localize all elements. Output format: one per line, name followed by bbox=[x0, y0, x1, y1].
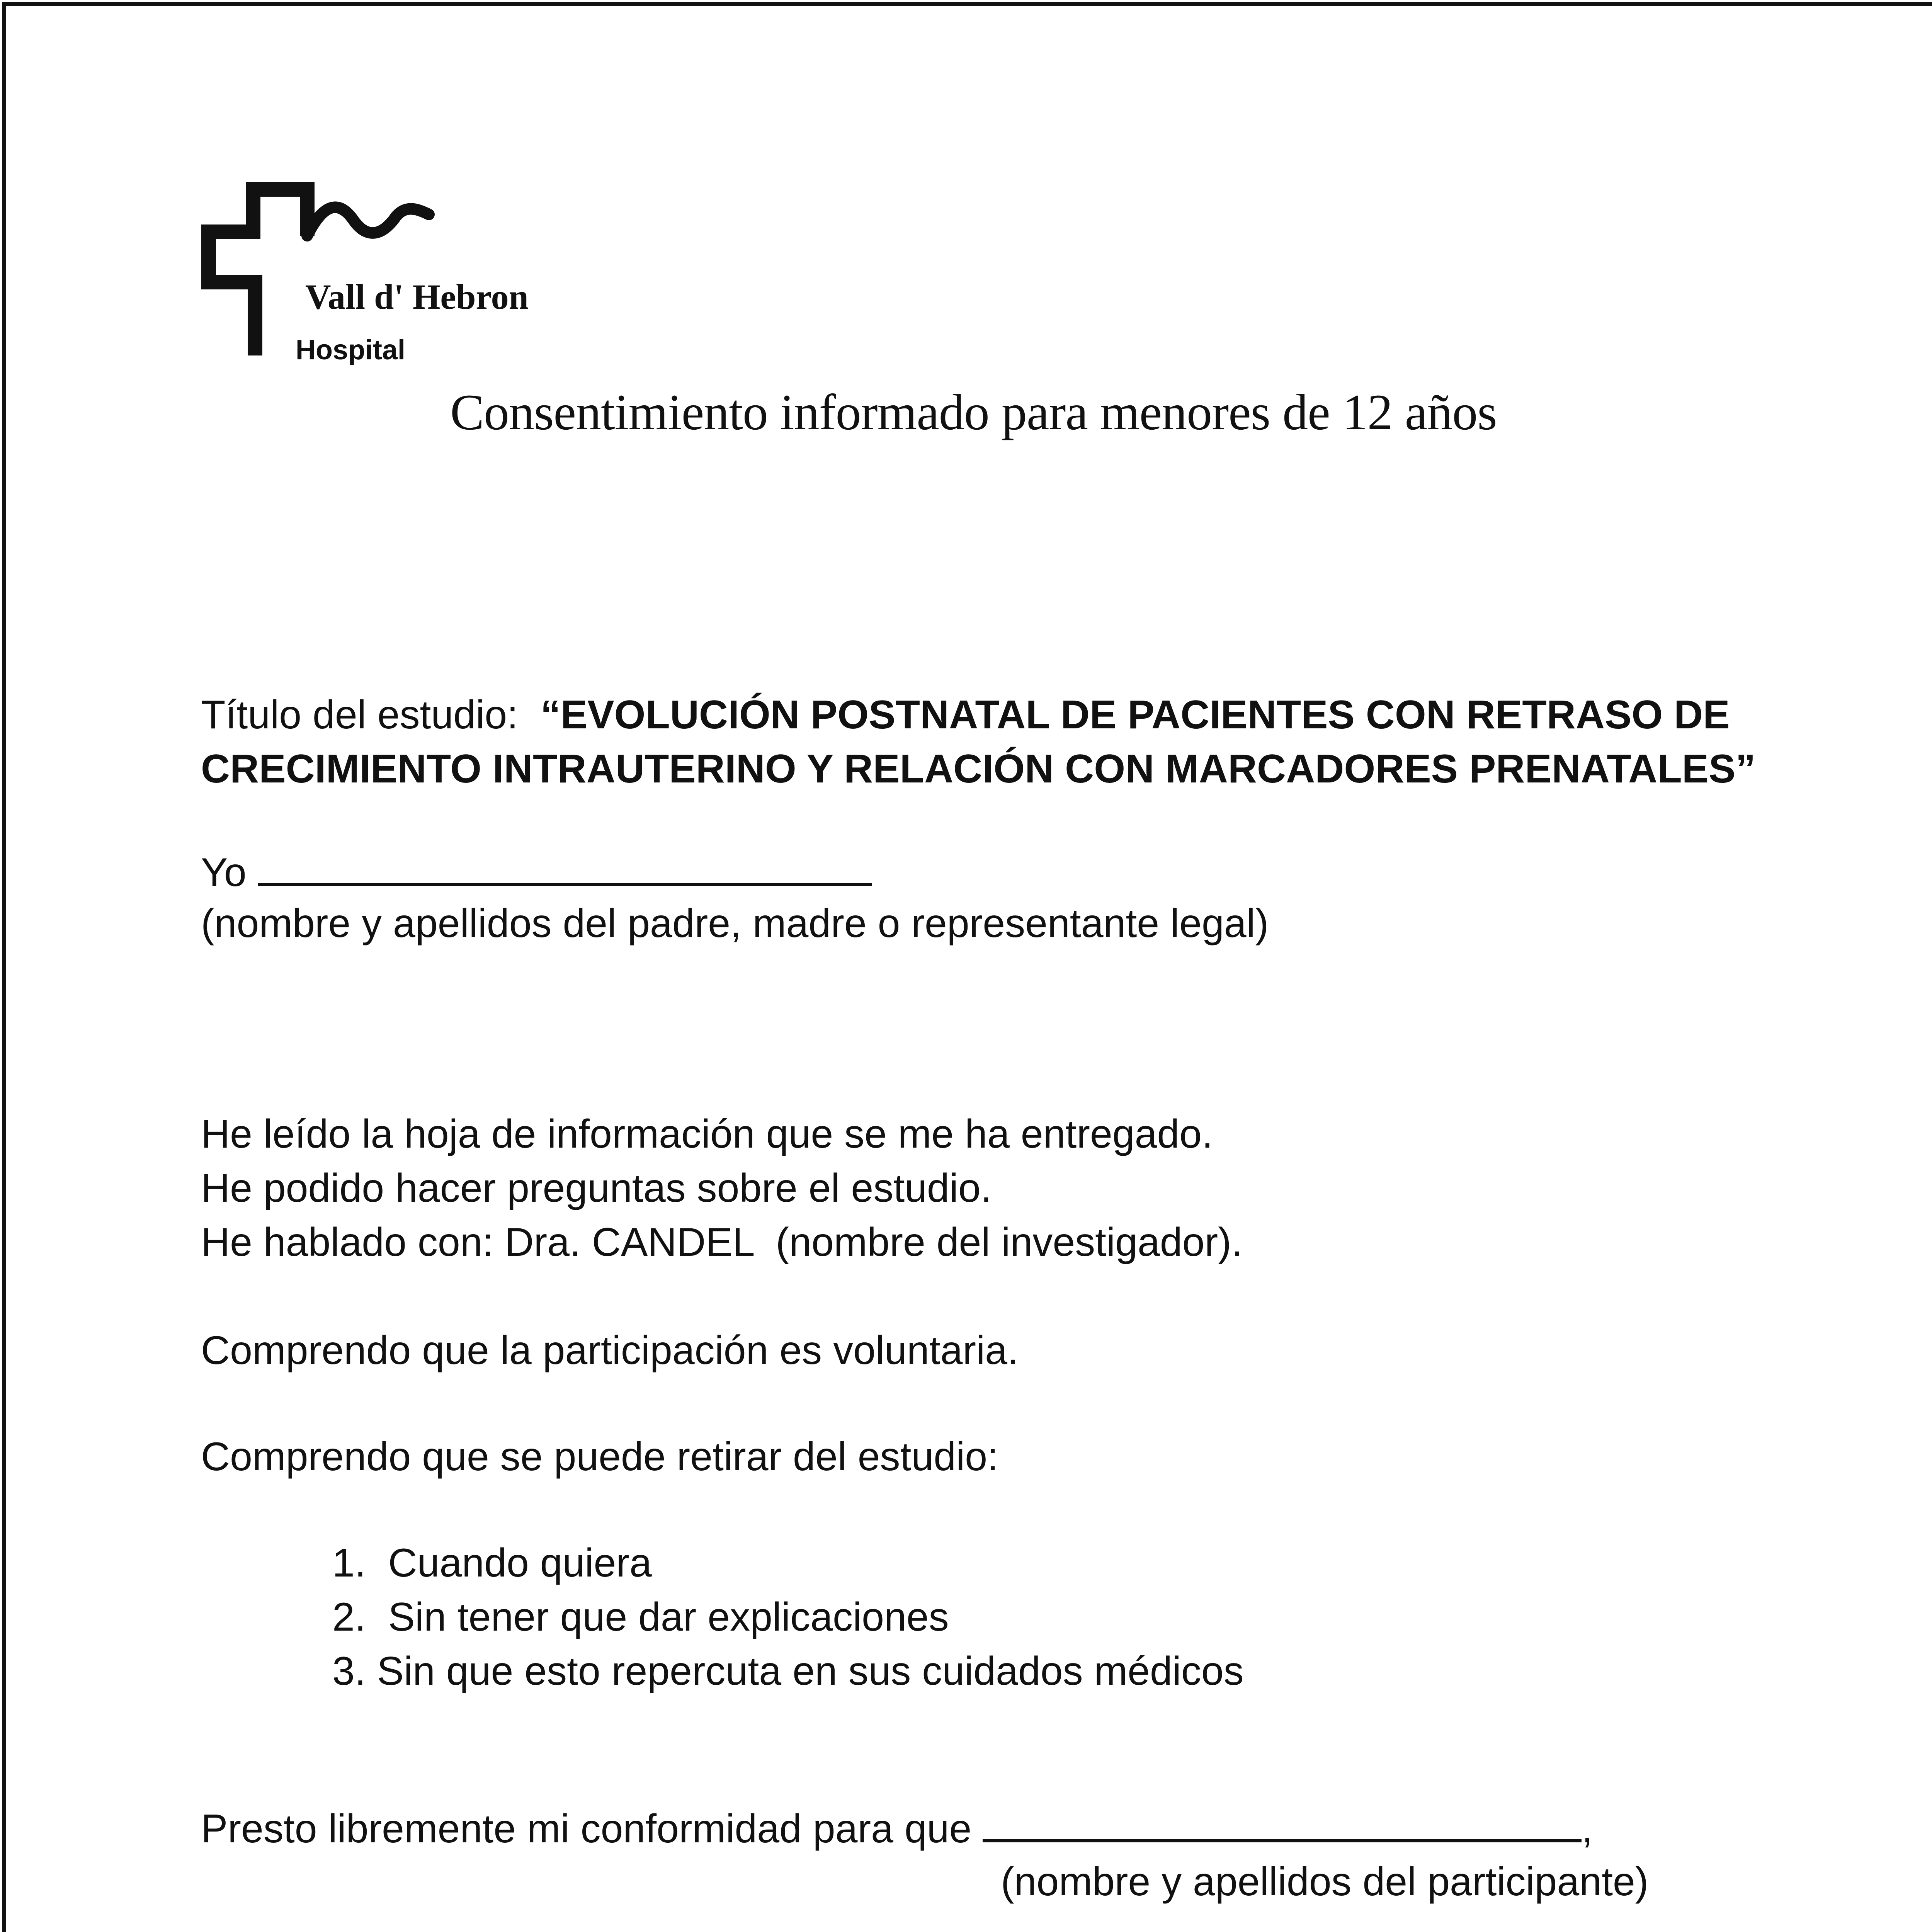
statement-investigator: He hablado con: Dra. CANDEL (nombre del investigador). bbox=[201, 1220, 1243, 1265]
participant-name-field[interactable] bbox=[983, 1801, 1582, 1842]
statement-withdraw: Comprendo que se puede retirar del estudio: bbox=[201, 1434, 998, 1479]
guardian-name-caption: (nombre y apellidos del padre, madre o representante legal) bbox=[201, 901, 1269, 946]
study-title-text-1: “EVOLUCIÓN POSTNATAL DE PACIENTES CON RETRASO DE bbox=[540, 692, 1730, 737]
study-title-line-1 bbox=[201, 688, 1755, 742]
participant-name-caption: (nombre y apellidos del participante) bbox=[1001, 1859, 1649, 1904]
study-title-line-2: CRECIMIENTO INTRAUTERINO Y RELACIÓN CON MARCADORES PRENATALES” bbox=[201, 747, 1756, 791]
document-title: Consentimiento informado para menores de 12 años bbox=[450, 384, 1497, 440]
statements-block bbox=[201, 1107, 1243, 1269]
statement-questions: He podido hacer preguntas sobre el estudio. bbox=[201, 1166, 992, 1211]
statement-read: He leído la hoja de información que se me ha entregado. bbox=[201, 1112, 1213, 1156]
vall-dhebron-cross-logo-icon bbox=[201, 178, 448, 355]
withdraw-conditions-list bbox=[332, 1536, 1244, 1698]
yo-line bbox=[201, 844, 872, 900]
consent-text: Presto libremente mi conformidad para que bbox=[201, 1806, 972, 1851]
hospital-name: Vall d' Hebron bbox=[305, 277, 529, 316]
consent-comma: , bbox=[1582, 1806, 1593, 1851]
study-title-label: Título del estudio: bbox=[201, 692, 518, 737]
study-title-block bbox=[201, 688, 1755, 796]
guardian-name-field[interactable] bbox=[258, 844, 872, 886]
statement-voluntary: Comprendo que la participación es voluntaria. bbox=[201, 1328, 1019, 1373]
list-item: 3. Sin que esto repercuta en sus cuidados médicos bbox=[332, 1649, 1244, 1694]
list-item: 2. Sin tener que dar explicaciones bbox=[332, 1595, 949, 1639]
yo-label: Yo bbox=[201, 850, 247, 895]
consent-line bbox=[201, 1801, 1593, 1856]
list-item: 1. Cuando quiera bbox=[332, 1541, 652, 1585]
hospital-subtitle: Hospital bbox=[296, 335, 406, 366]
